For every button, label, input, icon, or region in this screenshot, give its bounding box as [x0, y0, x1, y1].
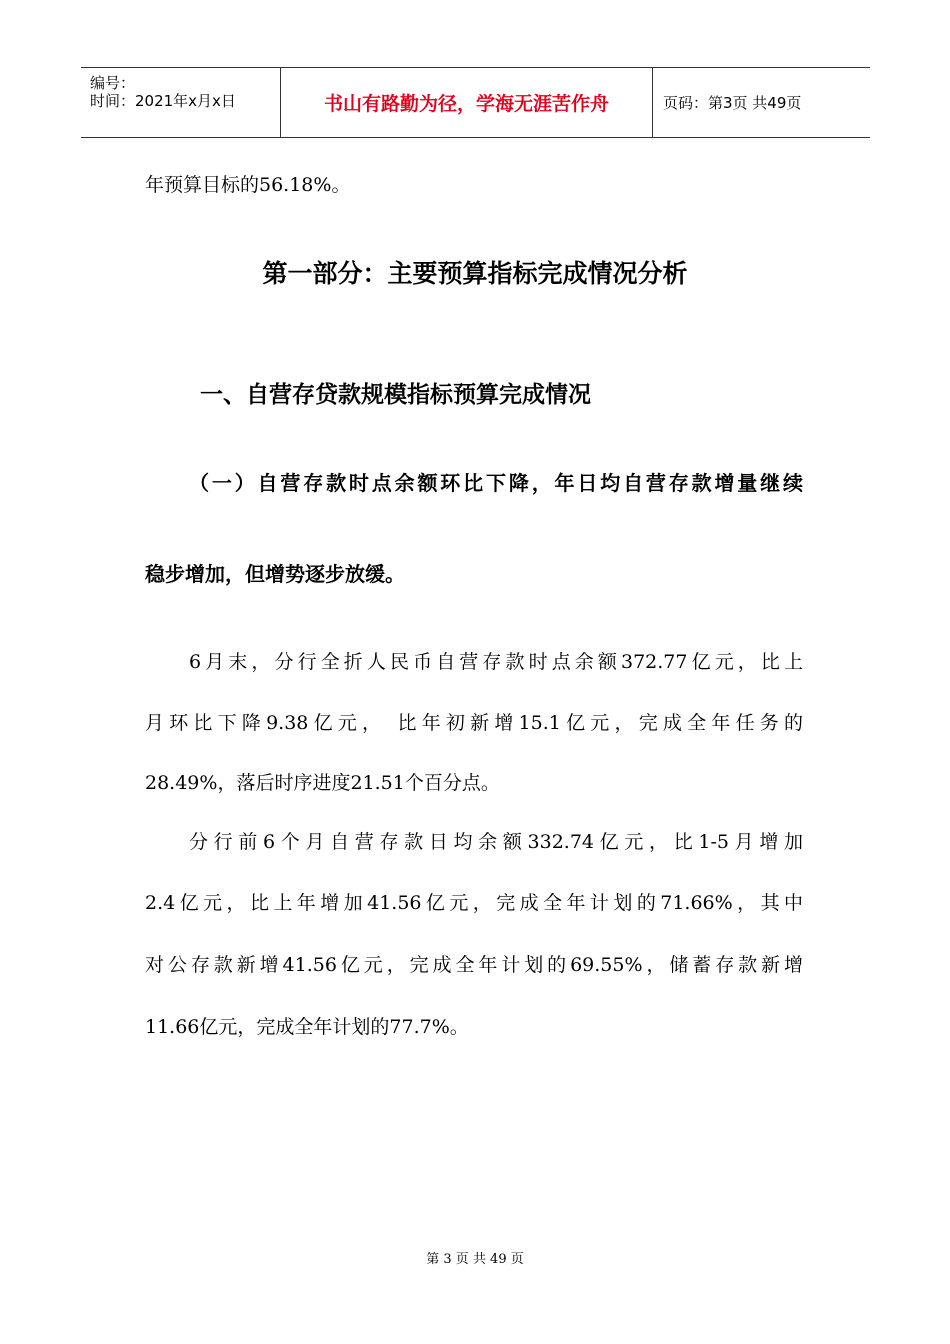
header-motto: 书山有路勤为径，学海无涯苦作舟 [281, 68, 653, 137]
page-header [81, 67, 870, 138]
paragraph-2-line-4: 11.66亿元，完成全年计划的77.7%。 [145, 1016, 469, 1038]
paragraph-2-line-3: 对公存款新增41.56亿元，完成全年计划的69.55%，储蓄存款新增 [145, 954, 803, 976]
document-date-label: 时间：2021年x月x日 [90, 92, 236, 110]
section-heading: 一、自营存贷款规模指标预算完成情况 [200, 382, 591, 408]
paragraph-2-line-1: 分行前6个月自营存款日均余额332.74亿元，比1-5月增加 [189, 831, 803, 853]
paragraph-1-line-3: 28.49%，落后时序进度21.51个百分点。 [145, 772, 500, 794]
header-meta-cell [81, 68, 281, 137]
paragraph-1-line-1: 6月末，分行全折人民币自营存款时点余额372.77亿元，比上 [189, 651, 803, 673]
header-page-info: 页码：第3页 共49页 [663, 94, 802, 112]
continued-text-line: 年预算目标的56.18%。 [145, 174, 351, 196]
subsection-heading-line-1: （一）自营存款时点余额环比下降，年日均自营存款增量继续 [189, 471, 803, 495]
document-number-label: 编号： [90, 74, 136, 92]
paragraph-2-line-2: 2.4亿元，比上年增加41.56亿元，完成全年计划的71.66%，其中 [145, 892, 803, 914]
page-footer-number: 第 3 页 共 49 页 [426, 1252, 524, 1267]
subsection-heading-line-2: 稳步增加，但增势逐步放缓。 [145, 562, 405, 586]
part-title: 第一部分：主要预算指标完成情况分析 [262, 259, 688, 288]
paragraph-1-line-2: 月环比下降9.38亿元， 比年初新增15.1亿元，完成全年任务的 [145, 712, 803, 734]
